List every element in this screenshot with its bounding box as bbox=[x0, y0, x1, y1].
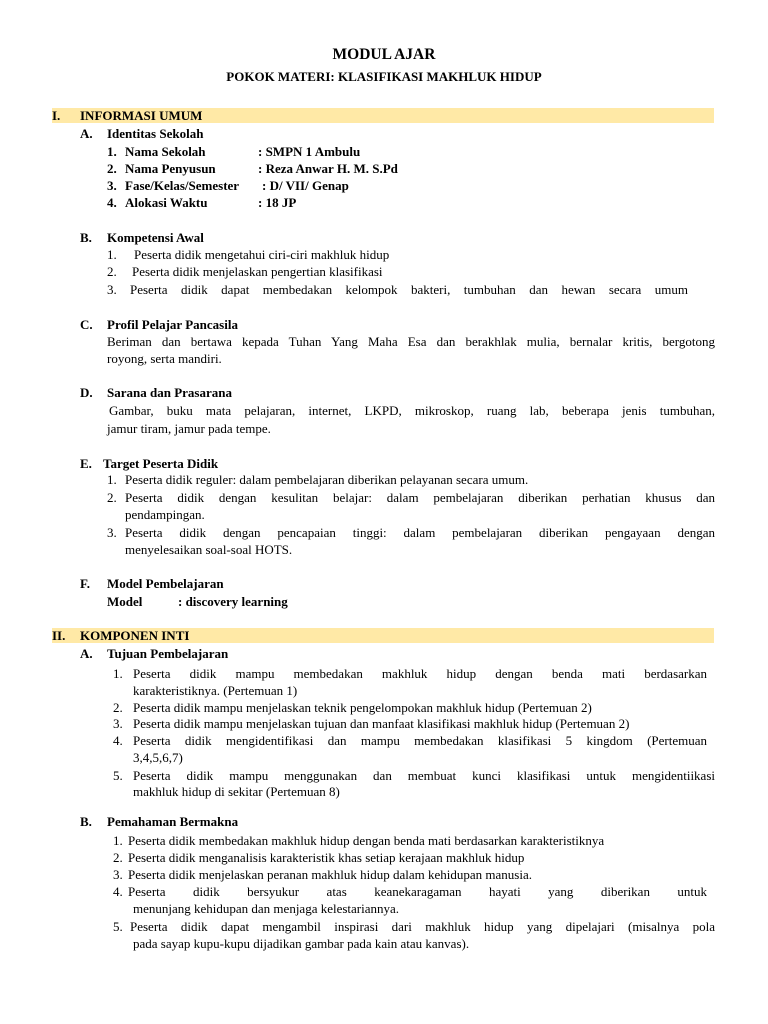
document-subtitle: POKOK MATERI: KLASIFIKASI MAKHLUK HIDUP bbox=[226, 69, 542, 84]
subsection-1f-letter: F. bbox=[80, 576, 90, 591]
list-item-number: 2. bbox=[113, 700, 123, 715]
subsection-1a-letter: A. bbox=[80, 126, 93, 141]
subsection-1e-letter: E. bbox=[80, 456, 92, 471]
list-item-text: 3,4,5,6,7) bbox=[133, 750, 183, 765]
document-title: MODUL AJAR bbox=[332, 46, 436, 63]
list-item-text: Peserta didik dengan pencapaian tinggi: dalam pembelajaran diberikan pengayaan dengan bbox=[125, 525, 715, 540]
identity-label: Alokasi Waktu bbox=[125, 195, 208, 210]
subsection-2b-title: Pemahaman Bermakna bbox=[107, 814, 239, 829]
subsection-1a-title: Identitas Sekolah bbox=[107, 126, 204, 141]
subsection-2a-letter: A. bbox=[80, 646, 93, 661]
identity-value: : Reza Anwar H. M. S.Pd bbox=[258, 161, 398, 176]
subsection-1d-letter: D. bbox=[80, 385, 93, 400]
subsection-1d-title: Sarana dan Prasarana bbox=[107, 385, 232, 400]
identity-num: 3. bbox=[107, 178, 117, 193]
list-item-number: 1. bbox=[107, 472, 117, 487]
subsection-1b-letter: B. bbox=[80, 230, 92, 245]
identity-num: 4. bbox=[107, 195, 117, 210]
list-item-text: Peserta didik bersyukur atas keanekaragaman hayati yang diberikan untuk bbox=[128, 884, 707, 899]
list-item-text: karakteristiknya. (Pertemuan 1) bbox=[133, 683, 298, 698]
list-item-text: Peserta didik dengan kesulitan belajar: dalam pembelajaran diberikan perhatian khusus dan bbox=[125, 490, 715, 505]
model-label: Model bbox=[107, 594, 143, 609]
identity-value: : 18 JP bbox=[258, 195, 297, 210]
list-item-number: 1. bbox=[113, 833, 123, 848]
list-item-text: menunjang kehidupan dan menjaga kelestariannya. bbox=[133, 901, 400, 916]
list-item-number: 3. bbox=[107, 525, 117, 540]
list-item-number: 3. bbox=[113, 716, 123, 731]
section-2-title: KOMPONEN INTI bbox=[80, 628, 190, 643]
list-item-number: 1. bbox=[107, 247, 117, 262]
identity-num: 1. bbox=[107, 144, 117, 159]
subsection-2b-letter: B. bbox=[80, 814, 92, 829]
section-1-number: I. bbox=[52, 108, 61, 123]
list-item-text: Peserta didik menjelaskan pengertian klasifikasi bbox=[132, 264, 383, 279]
list-item-number: 4. bbox=[113, 884, 123, 899]
list-item-text: Peserta didik menjelaskan peranan makhluk hidup dalam kehidupan manusia. bbox=[128, 867, 532, 882]
identity-num: 2. bbox=[107, 161, 117, 176]
section-2-number: II. bbox=[52, 628, 66, 643]
list-item-text: Peserta didik menganalisis karakteristik khas setiap kerajaan makhluk hidup bbox=[128, 850, 525, 865]
model-value: : discovery learning bbox=[178, 594, 288, 609]
list-item-text: Peserta didik reguler: dalam pembelajaran diberikan pelayanan secara umum. bbox=[125, 472, 529, 487]
paragraph-line: Beriman dan bertawa kepada Tuhan Yang Maha Esa dan berakhlak mulia, bernalar kritis, bergotong bbox=[107, 334, 715, 349]
list-item-text: Peserta didik mampu membedakan makhluk hidup dengan benda mati berdasarkan bbox=[133, 666, 707, 681]
list-item-text: Peserta didik dapat mengambil inspirasi dari makhluk hidup yang dipelajari (misalnya pola bbox=[130, 919, 715, 934]
list-item-number: 1. bbox=[113, 666, 123, 681]
list-item-number: 2. bbox=[113, 850, 123, 865]
paragraph-line: jamur tiram, jamur pada tempe. bbox=[107, 421, 271, 436]
list-item-text: menyelesaikan soal-soal HOTS. bbox=[125, 542, 293, 557]
subsection-1b-title: Kompetensi Awal bbox=[107, 230, 204, 245]
list-item-text: Peserta didik mampu menjelaskan tujuan dan manfaat klasifikasi makhluk hidup (Pertemuan 2) bbox=[133, 716, 630, 731]
list-item-text: Peserta didik mengetahui ciri-ciri makhluk hidup bbox=[134, 247, 390, 262]
list-item-text: pendampingan. bbox=[125, 507, 205, 522]
paragraph-line: Gambar, buku mata pelajaran, internet, LKPD, mikroskop, ruang lab, beberapa jenis tumbuhan, bbox=[109, 403, 715, 418]
paragraph-line: royong, serta mandiri. bbox=[107, 351, 222, 366]
identity-label: Nama Penyusun bbox=[125, 161, 216, 176]
list-item-number: 5. bbox=[113, 919, 123, 934]
list-item-text: Peserta didik mampu menjelaskan teknik pengelompokan makhluk hidup (Pertemuan 2) bbox=[133, 700, 592, 715]
list-item-text: Peserta didik dapat membedakan kelompok bakteri, tumbuhan dan hewan secara umum bbox=[130, 282, 688, 297]
list-item-text: Peserta didik mengidentifikasi dan mampu membedakan klasifikasi 5 kingdom (Pertemuan bbox=[133, 733, 707, 748]
list-item-text: makhluk hidup di sekitar (Pertemuan 8) bbox=[133, 784, 340, 799]
identity-value: : SMPN 1 Ambulu bbox=[258, 144, 361, 159]
subsection-1e-title: Target Peserta Didik bbox=[103, 456, 219, 471]
list-item-number: 3. bbox=[107, 282, 117, 297]
subsection-2a-title: Tujuan Pembelajaran bbox=[107, 646, 229, 661]
section-1-title: INFORMASI UMUM bbox=[80, 108, 203, 123]
list-item-text: pada sayap kupu-kupu dijadikan gambar pada kain atau kanvas). bbox=[133, 936, 470, 951]
subsection-1f-title: Model Pembelajaran bbox=[107, 576, 224, 591]
subsection-1c-title: Profil Pelajar Pancasila bbox=[107, 317, 238, 332]
list-item-number: 2. bbox=[107, 264, 117, 279]
identity-label: Nama Sekolah bbox=[125, 144, 206, 159]
list-item-number: 3. bbox=[113, 867, 123, 882]
list-item-number: 4. bbox=[113, 733, 123, 748]
list-item-number: 2. bbox=[107, 490, 117, 505]
identity-value: : D/ VII/ Genap bbox=[262, 178, 349, 193]
list-item-text: Peserta didik mampu menggunakan dan membuat kunci klasifikasi untuk mengidentiikasi bbox=[133, 768, 715, 783]
list-item-text: Peserta didik membedakan makhluk hidup dengan benda mati berdasarkan karakteristiknya bbox=[128, 833, 605, 848]
list-item-number: 5. bbox=[113, 768, 123, 783]
identity-label: Fase/Kelas/Semester bbox=[125, 178, 240, 193]
subsection-1c-letter: C. bbox=[80, 317, 93, 332]
